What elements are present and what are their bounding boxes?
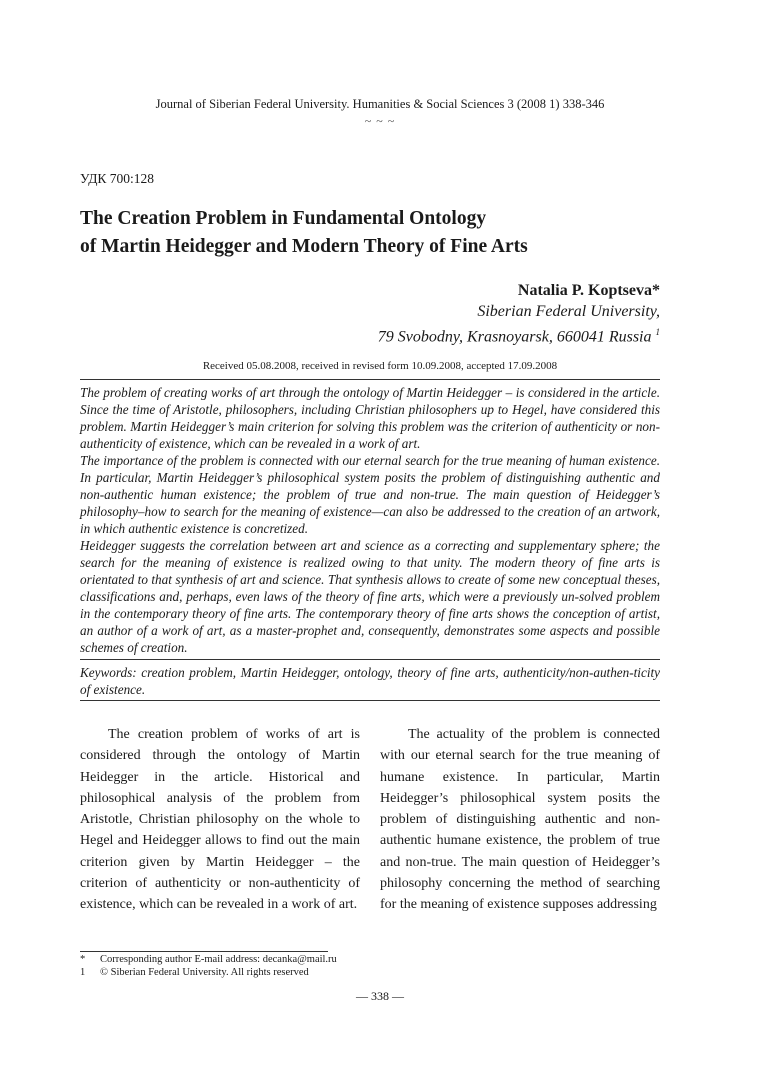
abstract-paragraph: Heidegger suggests the correlation between art and science as a correcting and supplementary sphere; the search for the meaning of existence is realized owing to that unity. The modern theory of fine arts is orientated to that synthesis of art and science. That synthesis allows to create of some new conceptual theses, classifications and, perhaps, even laws of the theory of fine arts, which were a previously un-solved problem in the contemporary theory of fine arts. The contemporary theory of fine arts shows the conception of artist, an author of a work of art, as a master-prophet and, consequently, demonstrates some aspects and possible schemes of creation. <box>80 538 660 655</box>
header-separator: ~ ~ ~ <box>364 114 396 128</box>
footnote-text: Corresponding author E-mail address: decanka@mail.ru <box>100 954 337 965</box>
author-name: Natalia P. Koptseva* <box>517 282 660 299</box>
title-line-1: The Creation Problem in Fundamental Ontology <box>80 208 487 229</box>
author-block <box>378 280 660 347</box>
article-title <box>80 205 680 261</box>
body-paragraph: The creation problem of works of art is considered through the ontology of Martin Heidegger in the article. Historical and philosophical analysis of the problem from Aristotle, Christian philosophy on the whole to Hegel and Heidegger allows to find out the main criterion given by Martin Heidegger – the criterion of authenticity or non-authenticity of existence, which can be revealed in a work of art. <box>80 727 360 913</box>
footnote-copyright <box>80 966 309 979</box>
keywords: Keywords: creation problem, Martin Heidegger, ontology, theory of fine arts, authenticity/non-authen-ticity of existence. <box>80 665 660 697</box>
journal-header: Journal of Siberian Federal University. Humanities & Social Sciences 3 (2008 1) 338-346 <box>155 97 605 111</box>
body-paragraph: The actuality of the problem is connected with our eternal search for the true meaning of humane existence. In particular, Martin Heidegger’s philosophical system posits the problem of distinguishing authentic and non-authentic humane existence, the problem of true and non-true. The main question of Heidegger’s philosophy concerning the method of searching for the meaning of existence supposes addressing <box>380 727 660 913</box>
keywords-rule <box>80 659 660 660</box>
footnote-text: © Siberian Federal University. All rights reserved <box>100 967 309 978</box>
body-column-right <box>380 724 660 916</box>
received-dates: Received 05.08.2008, received in revised form 10.09.2008, accepted 17.09.2008 <box>202 360 558 372</box>
page-number: — 338 — <box>356 989 404 1003</box>
abstract <box>80 384 660 656</box>
affiliation-address: 79 Svobodny, Krasnoyarsk, 660041 Russia <box>377 328 652 346</box>
author-affiliation-1: Siberian Federal University, <box>477 303 660 320</box>
abstract-top-rule <box>80 379 660 380</box>
udk-code: УДК 700:128 <box>80 171 155 186</box>
abstract-bottom-rule <box>80 700 660 701</box>
body-column-left <box>80 724 360 916</box>
footnote-corresponding <box>80 953 337 966</box>
footnote-mark: * <box>80 954 86 965</box>
footnote-mark: 1 <box>80 967 86 978</box>
abstract-paragraph: The problem of creating works of art through the ontology of Martin Heidegger – is considered in the article. Since the time of Aristotle, philosophers, including Christian philosophers up to Hegel, have considered this problem. Martin Heidegger’s main criterion for solving this problem was the criterion of authenticity or non- authenticity of existence, which can be revealed in a work of art. <box>80 385 660 451</box>
author-affiliation-2 <box>378 322 660 347</box>
affiliation-footnote-mark: 1 <box>655 327 660 337</box>
title-line-2: of Martin Heidegger and Modern Theory of Fine Arts <box>80 236 528 257</box>
abstract-paragraph: The importance of the problem is connected with our eternal search for the true meaning of human existence. In particular, Martin Heidegger’s philosophical system posits the problem of distinguishing authentic and non-authentic human existence; the problem of true and non-true. The main question of Heidegger’s philosophy–how to search for the meaning of existence—can also be addressed to the creation of an artwork, in which authentic existence is concretized. <box>80 453 660 536</box>
footnote-rule <box>80 951 328 952</box>
